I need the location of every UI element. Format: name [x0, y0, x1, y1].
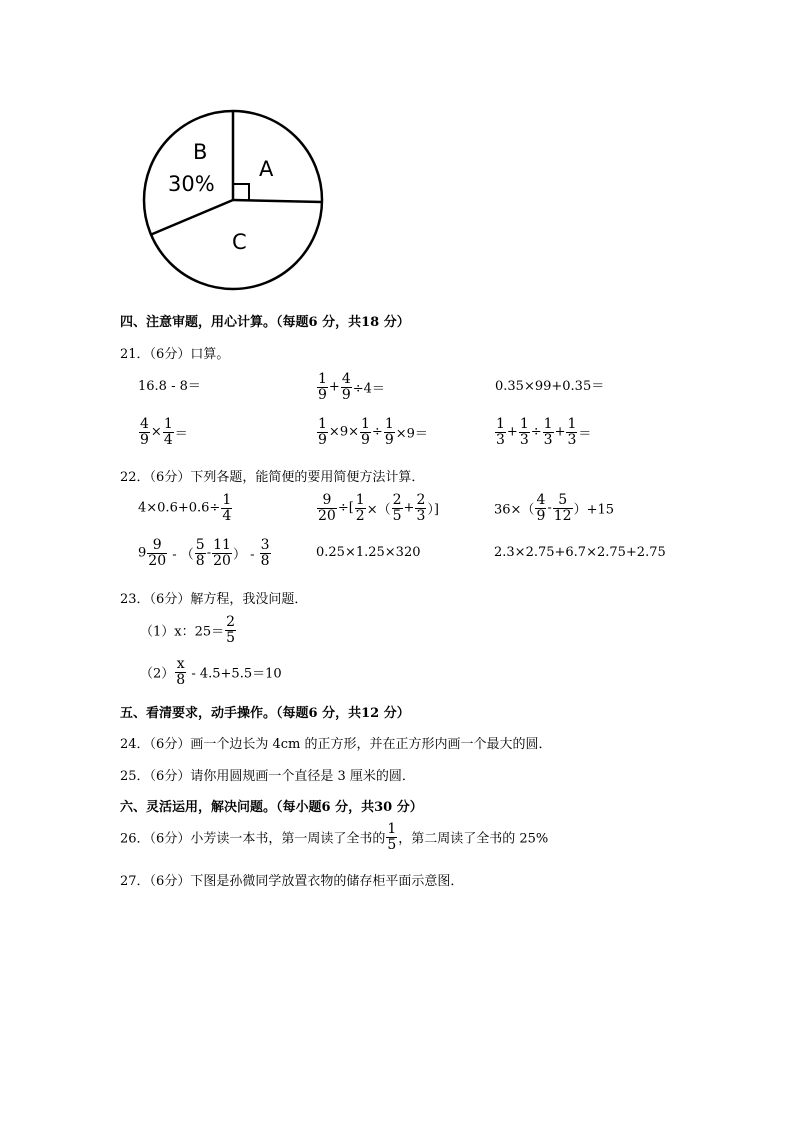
q23-a: （1）x：25＝ $\frac{2}{5}$ [140, 614, 236, 646]
fraction: $\frac{2}{3}$ [416, 492, 426, 524]
pie-label-b: B [193, 140, 208, 164]
right-angle-mark [233, 184, 249, 200]
q23-b: （2） $\frac{x}{8}$ - 4.5+5.5＝10 [140, 656, 282, 688]
fraction: $\frac{4}{9}$ [536, 492, 546, 524]
fraction: $\frac{4}{9}$ [341, 371, 351, 403]
q26: 26．（6分）小芳读一本书，第一周读了全书的 $\frac{1}{5}$ ，第二周读了全书的 25% [120, 821, 549, 853]
fraction: $\frac{1}{4}$ [163, 416, 173, 448]
q21-d: $\frac{4}{9}$ × $\frac{1}{4}$ ＝ [140, 416, 188, 448]
pie-chart [140, 105, 330, 295]
section-6-title: 六、灵活运用，解决问题。（每小题6 分，共30 分） [120, 800, 423, 815]
q21-a: 16.8 - 8＝ [138, 379, 201, 394]
fraction: $\frac{1}{9}$ [384, 416, 394, 448]
fraction: $\frac{1}{3}$ [519, 416, 529, 448]
fraction: $\frac{1}{2}$ [355, 492, 365, 524]
q23-heading: 23．（6分）解方程，我没问题． [120, 592, 308, 607]
pie-label-a: A [259, 157, 274, 181]
q25: 25．（6分）请你用圆规画一个直径是 3 厘米的圆． [120, 769, 415, 784]
pie-label-c: C [232, 230, 247, 254]
fraction: $\frac{5}{12}$ [553, 492, 572, 524]
pie-label-b-percent: 30% [168, 172, 215, 196]
q21-f: $\frac{1}{3}$ + $\frac{1}{3}$ ÷ $\frac{1}{3}$ + $\frac{1}{3}$ ＝ [496, 416, 592, 448]
q22-f: 2.3×2.75+6.7×2.75+2.75 [494, 545, 666, 560]
fraction: $\frac{3}{8}$ [260, 537, 270, 569]
fraction: $\frac{2}{5}$ [226, 614, 236, 646]
section-5-title: 五、看清要求，动手操作。（每题6 分，共12 分） [120, 706, 410, 721]
fraction: $\frac{1}{3}$ [567, 416, 577, 448]
fraction: $\frac{1}{5}$ [387, 821, 397, 853]
fraction: $\frac{9}{20}$ [318, 492, 336, 524]
q22-e: 0.25×1.25×320 [316, 545, 421, 560]
fraction: $\frac{9}{20}$ [148, 537, 167, 569]
q22-c: 36×（ $\frac{4}{9}$ - $\frac{5}{12}$ ）+15 [494, 492, 615, 524]
q22-heading: 22．（6分）下列各题，能简便的要用简便方法计算． [120, 470, 425, 485]
q21-e: $\frac{1}{9}$ ×9× $\frac{1}{9}$ ÷ $\frac{1}{9}$ ×9＝ [318, 416, 428, 448]
q21-b: $\frac{1}{9}$ + $\frac{4}{9}$ ÷4＝ [318, 371, 385, 403]
q27: 27．（6分）下图是孙微同学放置衣物的储存柜平面示意图． [120, 874, 464, 889]
fraction: $\frac{1}{9}$ [318, 416, 327, 448]
q22-d: 9 $\frac{9}{20}$ - （ $\frac{5}{8}$ - $\frac{11}{20}$ ） - $\frac{3}{8}$ [138, 537, 270, 569]
fraction: $\frac{1}{9}$ [318, 371, 327, 403]
fraction: $\frac{1}{9}$ [360, 416, 370, 448]
fraction: $\frac{5}{8}$ [195, 537, 205, 569]
pie-divider-bc [150, 200, 233, 235]
q22-a: 4×0.6+0.6÷ $\frac{1}{4}$ [138, 492, 232, 524]
q21-heading: 21．（6分）口算。 [120, 347, 230, 362]
section-4-title: 四、注意审题，用心计算。（每题6 分，共18 分） [120, 315, 410, 330]
fraction: $\frac{1}{3}$ [543, 416, 553, 448]
fraction: $\frac{4}{9}$ [140, 416, 149, 448]
fraction: $\frac{1}{3}$ [496, 416, 505, 448]
q22-b: $\frac{9}{20}$ ÷[ $\frac{1}{2}$ ×（ $\frac{2}{5}$ + $\frac{2}{3}$ ）] [318, 492, 439, 524]
fraction: $\frac{x}{8}$ [176, 656, 186, 688]
q24: 24．（6分）画一个边长为 4cm 的正方形，并在正方形内画一个最大的圆． [120, 737, 552, 752]
fraction: $\frac{2}{5}$ [392, 492, 402, 524]
fraction: $\frac{1}{4}$ [222, 492, 232, 524]
pie-divider-a-right [233, 200, 322, 202]
fraction: $\frac{11}{20}$ [213, 537, 231, 569]
q21-c: 0.35×99+0.35＝ [495, 379, 605, 394]
